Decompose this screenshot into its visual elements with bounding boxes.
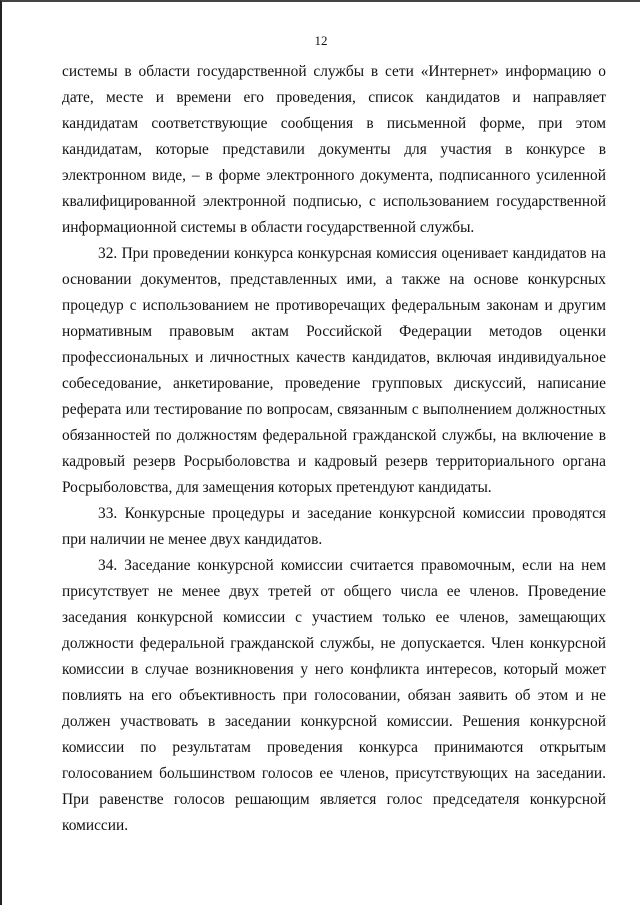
paragraph-34: 34. Заседание конкурсной комиссии считается правомочным, если на нем присутствует не менее двух третей от общего числа ее членов. Проведение заседания конкурсной комиссии с участием только ее членов, замещающих должности федеральной гражданской службы, не допускается. Член конкурсной комиссии в случае возникновения у него конфликта интересов, который может повлиять на его объективность при голосовании, обязан заявить об этом и не должен участвовать в заседании конкурсной комиссии. Решения конкурсной комиссии по результатам проведения конкурса принимаются открытым голосованием большинством голосов ее членов, присутствующих на заседании. При равенстве голосов решающим является голос председателя конкурсной комиссии.: [62, 557, 606, 834]
paragraph-32: 32. При проведении конкурса конкурсная комиссия оценивает кандидатов на основании документов, представленных ими, а также на основе конкурсных процедур с использованием не противоречащих федеральным законам и другим нормативным правовым актам Российской Федерации методов оценки профессиональных и личностных качеств кандидатов, включая индивидуальное собеседование, анкетирование, проведение групповых дискуссий, написание реферата или тестирование по вопросам, связанным с выполнением должностных обязанностей по должностям федеральной гражданской службы, на включение в кадровый резерв Росрыболовства и кадровый резерв территориального органа Росрыболовства, для замещения которых претендуют кандидаты.: [62, 245, 606, 496]
document-body: [62, 59, 606, 839]
page-number: 12: [314, 33, 328, 48]
paragraph-continuation: системы в области государственной службы в сети «Интернет» информацию о дате, месте и времени его проведения, список кандидатов и направляет кандидатам соответствующие сообщения в письменной форме, при этом кандидатам, которые представили документы для участия в конкурсе в электронном виде, – в форме электронного документа, подписанного усиленной квалифицированной электронной подписью, с использованием государственной информационной системы в области государственной службы.: [62, 63, 606, 236]
paragraph-33: 33. Конкурсные процедуры и заседание конкурсной комиссии проводятся при наличии не менее двух кандидатов.: [62, 505, 606, 548]
